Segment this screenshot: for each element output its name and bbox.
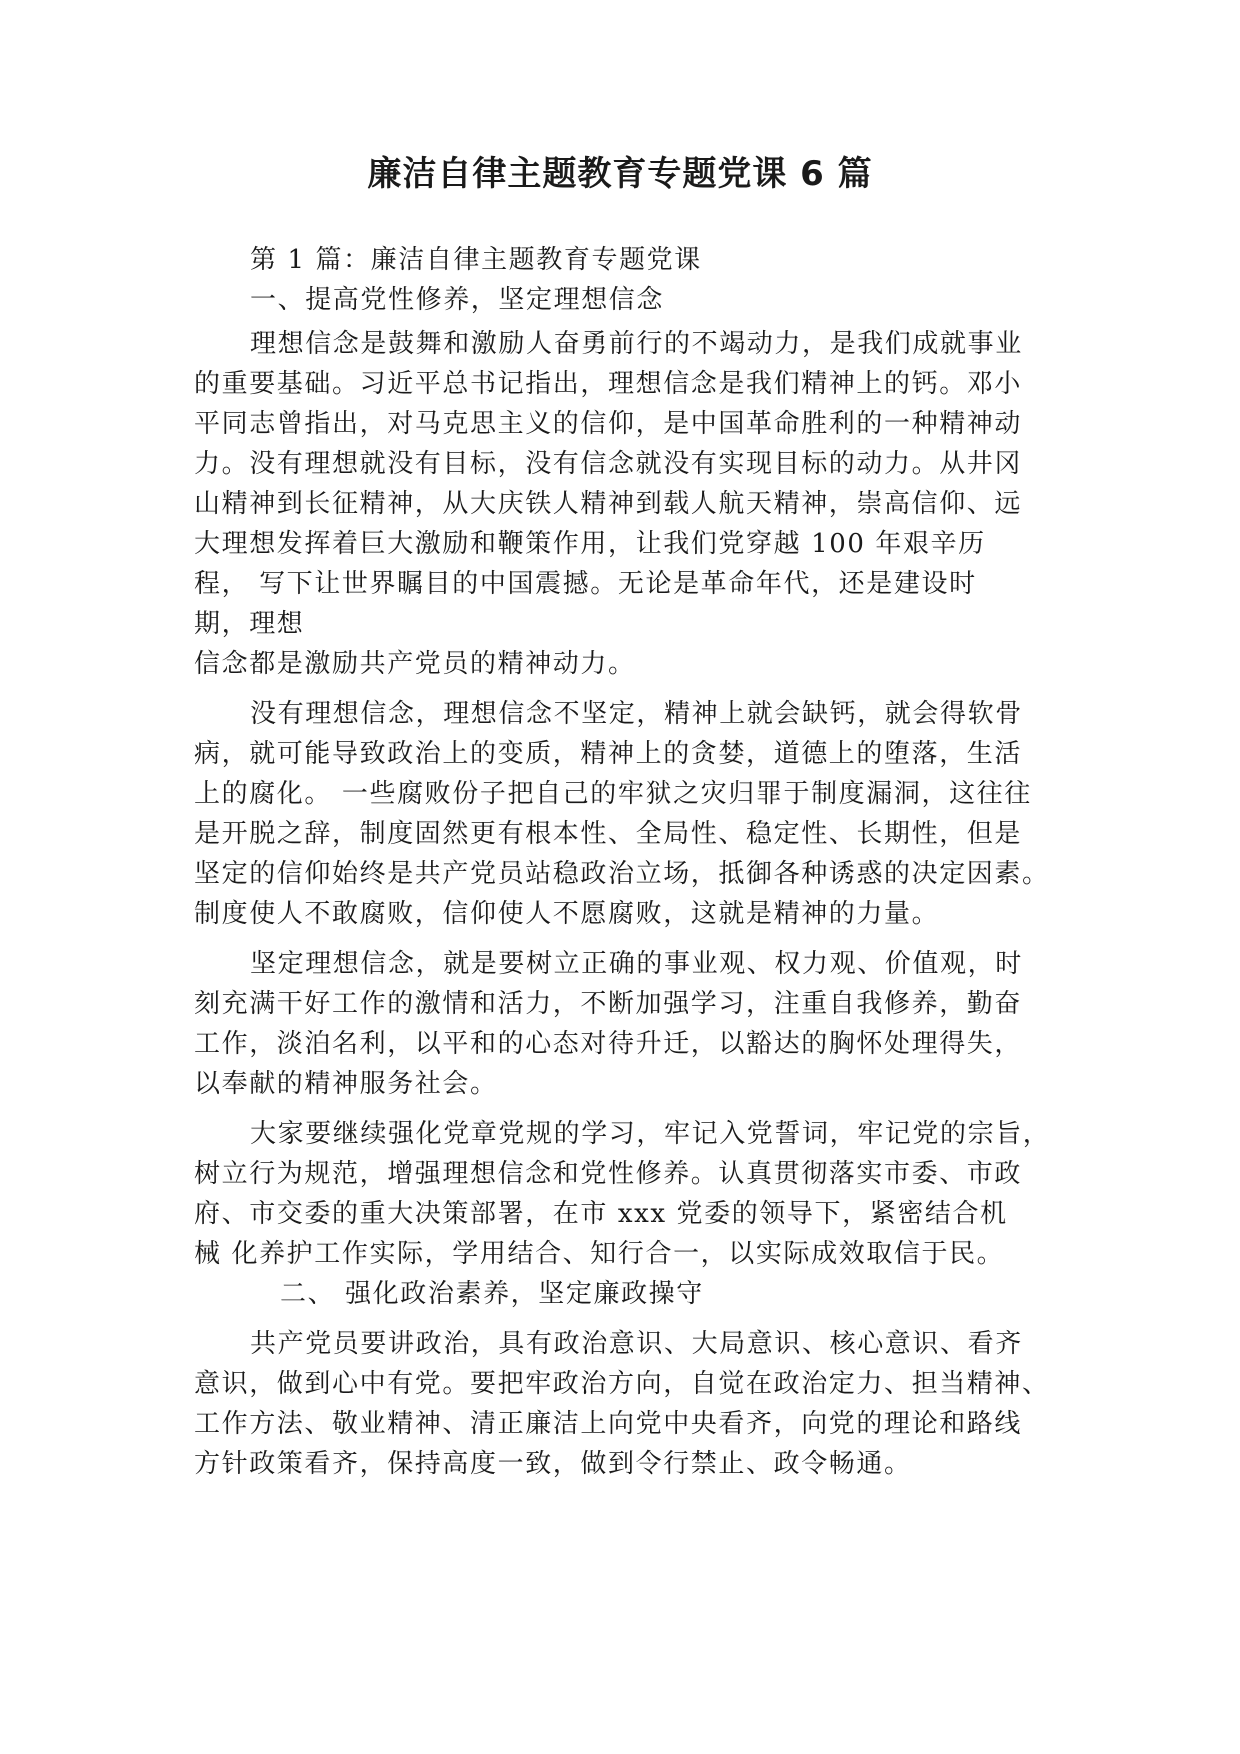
document-title: 廉洁自律主题教育专题党课 6 篇 xyxy=(367,154,873,194)
paragraph-line: 病，就可能导致政治上的变质，精神上的贪婪，道德上的堕落，生活 xyxy=(194,739,1023,769)
paragraph-line: 大理想发挥着巨大激励和鞭策作用，让我们党穿越 100 年艰辛历 xyxy=(194,529,986,559)
paragraph-3 xyxy=(194,944,1074,1104)
paragraph-line: 方针政策看齐，保持高度一致，做到令行禁止、政令畅通。 xyxy=(194,1449,912,1479)
paragraph-2 xyxy=(194,694,1074,934)
paragraph-line: 程， 写下让世界瞩目的中国震撼。无论是革命年代，还是建设时 xyxy=(194,569,977,599)
paragraph-line: 刻充满干好工作的激情和活力，不断加强学习，注重自我修养，勤奋 xyxy=(194,989,1023,1019)
paragraph-line: 山精神到长征精神，从大庆铁人精神到载人航天精神，崇高信仰、远 xyxy=(194,489,1023,519)
paragraph-line: 的重要基础。习近平总书记指出，理想信念是我们精神上的钙。邓小 xyxy=(194,369,1023,399)
section-heading-1: 一、提高党性修养，坚定理想信念 xyxy=(250,285,665,315)
chapter-heading: 第 1 篇：廉洁自律主题教育专题党课 xyxy=(250,245,702,275)
paragraph-line: 制度使人不敢腐败，信仰使人不愿腐败，这就是精神的力量。 xyxy=(194,899,940,929)
paragraph-line: 平同志曾指出，对马克思主义的信仰，是中国革命胜利的一种精神动 xyxy=(194,409,1023,439)
paragraph-line: 期，理想 xyxy=(194,609,305,639)
document-body xyxy=(194,240,1074,1484)
paragraph-line: 府、市交委的重大决策部署，在市 xxx 党委的领导下，紧密结合机 xyxy=(194,1199,1008,1229)
paragraph-1 xyxy=(194,324,1074,684)
paragraph-line: 是开脱之辞，制度固然更有根本性、全局性、稳定性、长期性，但是 xyxy=(194,819,1023,849)
paragraph-5 xyxy=(194,1324,1074,1484)
paragraph-line: 上的腐化。 一些腐败份子把自己的牢狱之灾归罪于制度漏洞，这往往 xyxy=(194,779,1032,809)
paragraph-4 xyxy=(194,1114,1074,1274)
paragraph-line: 信念都是激励共产党员的精神动力。 xyxy=(194,649,636,679)
paragraph-line: 械 化养护工作实际，学用结合、知行合一，以实际成效取信于民。 xyxy=(194,1239,1005,1269)
paragraph-line: 树立行为规范，增强理想信念和党性修养。认真贯彻落实市委、市政 xyxy=(194,1159,1023,1189)
paragraph-line: 大家要继续强化党章党规的学习，牢记入党誓词，牢记党的宗旨， xyxy=(250,1119,1051,1149)
paragraph-line: 坚定理想信念，就是要树立正确的事业观、权力观、价值观，时 xyxy=(250,949,1023,979)
section-heading-2: 二、 强化政治素养，坚定廉政操守 xyxy=(280,1279,704,1309)
paragraph-line: 意识，做到心中有党。要把牢政治方向，自觉在政治定力、担当精神、 xyxy=(194,1369,1050,1399)
paragraph-line: 理想信念是鼓舞和激励人奋勇前行的不竭动力，是我们成就事业 xyxy=(250,329,1023,359)
paragraph-line: 力。没有理想就没有目标，没有信念就没有实现目标的动力。从井冈 xyxy=(194,449,1023,479)
paragraph-line: 共产党员要讲政治，具有政治意识、大局意识、核心意识、看齐 xyxy=(250,1329,1023,1359)
paragraph-line: 工作方法、敬业精神、清正廉洁上向党中央看齐，向党的理论和路线 xyxy=(194,1409,1023,1439)
paragraph-line: 没有理想信念，理想信念不坚定，精神上就会缺钙，就会得软骨 xyxy=(250,699,1023,729)
paragraph-line: 以奉献的精神服务社会。 xyxy=(194,1069,498,1099)
paragraph-line: 坚定的信仰始终是共产党员站稳政治立场，抵御各种诱惑的决定因素。 xyxy=(194,859,1050,889)
paragraph-line: 工作，淡泊名利，以平和的心态对待升迁，以豁达的胸怀处理得失， xyxy=(194,1029,1023,1059)
